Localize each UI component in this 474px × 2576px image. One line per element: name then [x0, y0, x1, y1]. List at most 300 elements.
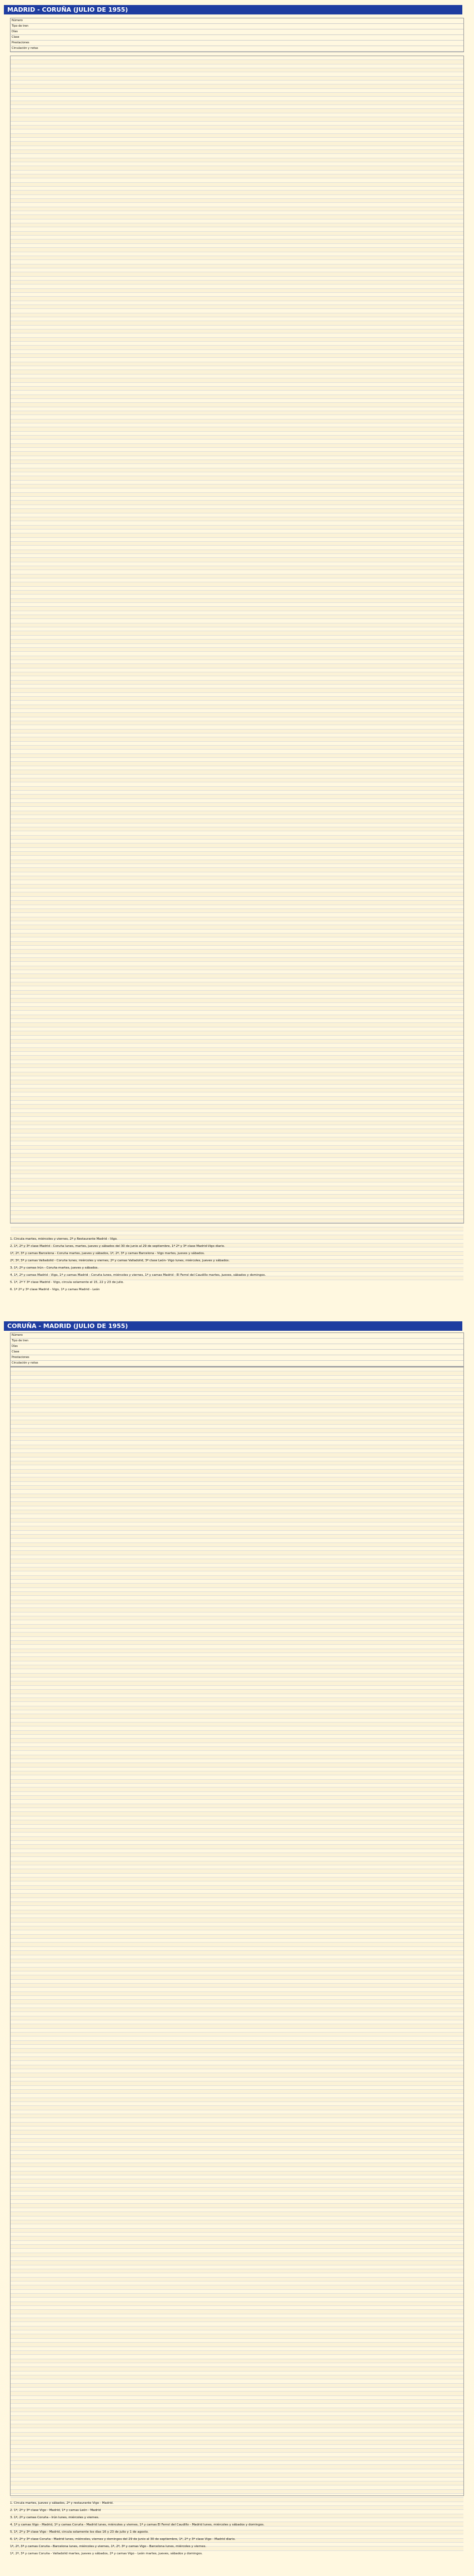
- table-row: [11, 1576, 463, 1580]
- table-row: [11, 1134, 463, 1137]
- table-row: [11, 338, 463, 342]
- table-row: [11, 791, 463, 795]
- table-row: [11, 1698, 463, 1702]
- table-row: [11, 97, 463, 101]
- table-row: [11, 284, 463, 288]
- table-row: [11, 652, 463, 656]
- table-row: [11, 611, 463, 615]
- table-row: [11, 158, 463, 162]
- table-row: [11, 2036, 463, 2040]
- table-row: [11, 2191, 463, 2195]
- table-row: [11, 195, 463, 199]
- table-row: [11, 2343, 463, 2347]
- table-row: [11, 2490, 463, 2494]
- table-row: [11, 775, 463, 778]
- table-row: [11, 1694, 463, 1698]
- table-row: [11, 664, 463, 668]
- table-row: [11, 1367, 463, 1371]
- table-row: [11, 909, 463, 913]
- table-row: [11, 1902, 463, 1906]
- table-row: [11, 1625, 463, 1629]
- table-row: [11, 2310, 463, 2314]
- table-row: [11, 713, 463, 717]
- table-row: [11, 239, 463, 243]
- table-row: [11, 1878, 463, 1881]
- table-row: [11, 1600, 463, 1604]
- table-row: [11, 501, 463, 505]
- table-row: [11, 1886, 463, 1890]
- table-row: [11, 1910, 463, 1914]
- table-row: [11, 827, 463, 831]
- header-row-circulacion: Circulación y notas: [11, 1361, 463, 1366]
- table-row: [11, 521, 463, 525]
- table-row: [11, 974, 463, 978]
- table-row: [11, 378, 463, 382]
- table-row: [11, 2478, 463, 2482]
- table-row: [11, 2179, 463, 2183]
- table-row: [11, 2449, 463, 2453]
- table-row: [11, 1535, 463, 1539]
- table-row: [11, 2114, 463, 2118]
- table-row: [11, 2151, 463, 2155]
- table-row: [11, 2065, 463, 2069]
- table-row: [11, 538, 463, 542]
- table-row: [11, 1796, 463, 1800]
- table-row: [11, 464, 463, 468]
- table-row: [11, 717, 463, 721]
- table-row: [11, 668, 463, 672]
- table-row: [11, 864, 463, 868]
- table-row: [11, 2278, 463, 2282]
- table-row: [11, 2163, 463, 2167]
- table-row: [11, 289, 463, 293]
- table-row: [11, 1702, 463, 1706]
- table-row: [11, 1101, 463, 1105]
- table-row: [11, 533, 463, 537]
- table-row: [11, 1792, 463, 1796]
- table-row: [11, 2175, 463, 2179]
- table-row: [11, 72, 463, 76]
- table-row: [11, 688, 463, 692]
- table-row: [11, 562, 463, 566]
- table-row: [11, 1490, 463, 1494]
- table-row: [11, 2330, 463, 2334]
- table-row: [11, 293, 463, 297]
- table-row: [11, 1044, 463, 1047]
- table-row: [11, 1461, 463, 1465]
- table-row: [11, 1771, 463, 1775]
- table-row: [11, 476, 463, 480]
- table-row: [11, 358, 463, 362]
- table-row: [11, 440, 463, 443]
- table-row: [11, 2126, 463, 2130]
- table-row: [11, 1935, 463, 1939]
- table-row: [11, 880, 463, 884]
- table-row: [11, 227, 463, 231]
- table-row: [11, 2351, 463, 2355]
- table-row: [11, 493, 463, 497]
- table-row: [11, 754, 463, 758]
- header-row-numero: Número: [11, 1333, 463, 1339]
- section2-title: CORUÑA - MADRID (JULIO DE 1955): [4, 1321, 462, 1331]
- table-row: [11, 1040, 463, 1044]
- table-row: [11, 872, 463, 876]
- table-row: [11, 346, 463, 350]
- table-row: [11, 852, 463, 856]
- table-row: [11, 737, 463, 741]
- table-row: [11, 1857, 463, 1861]
- table-row: [11, 1596, 463, 1600]
- table-row: [11, 1947, 463, 1951]
- table-row: [11, 1502, 463, 1506]
- table-row: [11, 321, 463, 325]
- table-row: [11, 1105, 463, 1109]
- table-row: [11, 1486, 463, 1490]
- table-row: [11, 326, 463, 330]
- table-row: [11, 868, 463, 872]
- table-row: [11, 1559, 463, 1563]
- table-row: [11, 1113, 463, 1117]
- table-row: [11, 1207, 463, 1211]
- table-row: [11, 1211, 463, 1215]
- table-row: [11, 1616, 463, 1620]
- table-row: [11, 799, 463, 803]
- table-row: [11, 2363, 463, 2367]
- table-row: [11, 1425, 463, 1429]
- table-row: [11, 333, 463, 337]
- table-row: [11, 2167, 463, 2171]
- note: 3. 1ª, 2ª y camas Irún - Coruña martes, jueves y sábados.: [10, 1266, 99, 1270]
- table-row: [11, 191, 463, 194]
- table-row: [11, 1943, 463, 1946]
- note: 1ª, 2ª, 3ª y camas Barcelona - Coruña martes, jueves y sábados, 1ª, 2ª, 3ª y camas Barcelona - Vigo martes, jueves y sábados.: [10, 1252, 205, 1255]
- table-row: [11, 1085, 463, 1089]
- table-row: [11, 1526, 463, 1530]
- table-row: [11, 656, 463, 660]
- table-row: [11, 615, 463, 619]
- table-row: [11, 2306, 463, 2310]
- table-row: [11, 848, 463, 852]
- table-row: [11, 2020, 463, 2024]
- note: 5. 1ª, 2ª y 3ª clase Vigo - Madrid, circula solamente los días 16 y 23 de julio y 1 de agosto.: [10, 2530, 149, 2534]
- table-row: [11, 1150, 463, 1154]
- table-row: [11, 582, 463, 586]
- table-row: [11, 1706, 463, 1710]
- table-row: [11, 146, 463, 150]
- table-row: [11, 1429, 463, 1432]
- table-row: [11, 587, 463, 591]
- note: 2ª, 3ª, 3ª y camas Valladolid - Coruña lunes, miércoles y viernes, 2ª y camas Valladolid, 3ª clase León- Vigo lunes, miércoles, jueves y sábados.: [10, 1259, 230, 1262]
- table-row: [11, 2212, 463, 2216]
- table-row: [11, 297, 463, 301]
- table-row: [11, 407, 463, 411]
- table-row: [11, 2016, 463, 2020]
- table-row: [11, 782, 463, 786]
- table-row: [11, 1498, 463, 1502]
- table-row: [11, 648, 463, 652]
- table-row: [11, 1457, 463, 1461]
- table-row: [11, 166, 463, 170]
- table-row: [11, 2265, 463, 2269]
- table-row: [11, 1109, 463, 1113]
- table-row: [11, 330, 463, 333]
- table-row: [11, 472, 463, 476]
- table-row: [11, 2473, 463, 2477]
- table-row: [11, 1219, 463, 1223]
- table-row: [11, 2135, 463, 2139]
- table-row: [11, 979, 463, 982]
- table-row: [11, 942, 463, 946]
- note: 6. 1ª, 2ª y 3ª clase Coruña - Madrid lunes, miércoles, viernes y domingos del 29 de junio al 30 de septiembre, 1ª, 2ª y 3ª clase Vigo - Madrid diario.: [10, 2538, 236, 2541]
- table-row: [11, 1027, 463, 1031]
- table-row: [11, 2420, 463, 2424]
- table-row: [11, 1449, 463, 1453]
- table-row: [11, 554, 463, 558]
- table-row: [11, 1812, 463, 1816]
- table-row: [11, 1015, 463, 1019]
- table-row: [11, 468, 463, 472]
- table-row: [11, 2379, 463, 2383]
- table-row: [11, 452, 463, 456]
- table-row: [11, 1547, 463, 1551]
- table-row: [11, 77, 463, 81]
- table-row: [11, 1199, 463, 1202]
- table-row: [11, 1759, 463, 1763]
- table-row: [11, 530, 463, 533]
- table-row: [11, 2024, 463, 2028]
- table-row: [11, 2159, 463, 2163]
- table-row: [11, 354, 463, 358]
- table-row: [11, 1166, 463, 1170]
- table-row: [11, 448, 463, 452]
- table-row: [11, 2294, 463, 2298]
- table-row: [11, 1669, 463, 1673]
- table-row: [11, 2143, 463, 2146]
- table-row: [11, 1841, 463, 1845]
- table-row: [11, 1404, 463, 1408]
- table-row: [11, 1788, 463, 1791]
- table-row: [11, 1522, 463, 1526]
- table-row: [11, 2184, 463, 2188]
- table-row: [11, 2424, 463, 2428]
- table-row: [11, 436, 463, 440]
- table-row: [11, 2241, 463, 2245]
- table-row: [11, 1519, 463, 1522]
- table-row: [11, 1408, 463, 1412]
- table-row: [11, 1400, 463, 1404]
- table-row: [11, 815, 463, 819]
- table-row: [11, 1975, 463, 1979]
- table-row: [11, 1571, 463, 1575]
- table-row: [11, 2384, 463, 2388]
- table-row: [11, 2200, 463, 2204]
- table-row: [11, 1747, 463, 1751]
- table-row: [11, 843, 463, 847]
- table-row: [11, 1227, 463, 1231]
- table-row: [11, 2372, 463, 2375]
- table-row: [11, 2123, 463, 2126]
- table-row: [11, 986, 463, 990]
- table-row: [11, 256, 463, 260]
- note: 1. Circula martes, miércoles y viernes, 2ª y Restaurante Madrid - Vigo.: [10, 1237, 118, 1241]
- table-row: [11, 174, 463, 178]
- table-row: [11, 1865, 463, 1869]
- table-row: [11, 497, 463, 501]
- table-row: [11, 342, 463, 346]
- table-row: [11, 876, 463, 880]
- table-row: [11, 697, 463, 701]
- table-row: [11, 1906, 463, 1910]
- table-row: [11, 1649, 463, 1653]
- table-row: [11, 68, 463, 72]
- table-row: [11, 1768, 463, 1771]
- table-row: [11, 1388, 463, 1392]
- table-row: [11, 2339, 463, 2343]
- table-row: [11, 1494, 463, 1498]
- table-row: [11, 1853, 463, 1857]
- table-row: [11, 122, 463, 126]
- table-row: [11, 1564, 463, 1567]
- table-row: [11, 930, 463, 933]
- table-row: [11, 1775, 463, 1779]
- table-row: [11, 2000, 463, 2004]
- table-row: [11, 1881, 463, 1885]
- table-row: [11, 925, 463, 929]
- table-row: [11, 1613, 463, 1616]
- table-row: [11, 117, 463, 121]
- table-row: [11, 685, 463, 688]
- header-row-tipo: Tipo de tren: [11, 1339, 463, 1344]
- table-row: [11, 1816, 463, 1820]
- table-row: [11, 2453, 463, 2457]
- table-row: [11, 526, 463, 530]
- table-row: [11, 1223, 463, 1227]
- table-row: [11, 1567, 463, 1571]
- table-row: [11, 1396, 463, 1400]
- table-row: [11, 81, 463, 84]
- table-row: [11, 2229, 463, 2233]
- table-row: [11, 681, 463, 685]
- table-row: [11, 232, 463, 236]
- table-row: [11, 2098, 463, 2102]
- table-row: [11, 317, 463, 321]
- table-row: [11, 823, 463, 827]
- table-row: [11, 268, 463, 272]
- table-row: [11, 403, 463, 407]
- table-row: [11, 2367, 463, 2371]
- table-row: [11, 432, 463, 436]
- table-row: [11, 1755, 463, 1759]
- section1-notes: [10, 1236, 463, 1294]
- table-row: [11, 2033, 463, 2036]
- table-row: [11, 1445, 463, 1449]
- table-row: [11, 1470, 463, 1474]
- table-row: [11, 1714, 463, 1718]
- table-row: [11, 2285, 463, 2289]
- table-row: [11, 1092, 463, 1096]
- table-row: [11, 252, 463, 256]
- table-row: [11, 1191, 463, 1195]
- table-row: [11, 219, 463, 223]
- table-row: [11, 2249, 463, 2253]
- table-row: [11, 2102, 463, 2106]
- table-row: [11, 2106, 463, 2110]
- table-row: [11, 460, 463, 464]
- table-row: [11, 1031, 463, 1035]
- table-row: [11, 607, 463, 611]
- table-row: [11, 1829, 463, 1833]
- table-row: [11, 2069, 463, 2073]
- table-row: [11, 2327, 463, 2330]
- table-row: [11, 2428, 463, 2432]
- table-row: [11, 509, 463, 513]
- table-row: [11, 2081, 463, 2085]
- table-row: [11, 933, 463, 937]
- table-row: [11, 113, 463, 117]
- table-row: [11, 1019, 463, 1023]
- table-row: [11, 1072, 463, 1076]
- table-row: [11, 1825, 463, 1829]
- table-row: [11, 134, 463, 138]
- table-row: [11, 566, 463, 570]
- table-row: [11, 885, 463, 888]
- table-row: [11, 2216, 463, 2220]
- table-row: [11, 154, 463, 158]
- table-row: [11, 1923, 463, 1926]
- table-row: [11, 1939, 463, 1943]
- table-row: [11, 672, 463, 676]
- table-row: [11, 138, 463, 142]
- table-row: [11, 411, 463, 415]
- table-row: [11, 2375, 463, 2379]
- table-row: [11, 370, 463, 374]
- table-row: [11, 758, 463, 762]
- table-row: [11, 2314, 463, 2318]
- table-row: [11, 840, 463, 843]
- header-row-clase: Clase: [11, 35, 463, 41]
- table-row: [11, 387, 463, 391]
- table-row: [11, 2302, 463, 2306]
- table-row: [11, 1984, 463, 1988]
- section2-timetable: [10, 1367, 464, 2496]
- table-row: [11, 770, 463, 774]
- table-row: [11, 2208, 463, 2212]
- table-row: [11, 2045, 463, 2049]
- table-row: [11, 2204, 463, 2208]
- table-row: [11, 2049, 463, 2053]
- note: 5. 1ª, 2ª Y 3ª clase Madrid - Vigo, circula solamente el 15, 22 y 23 de julio.: [10, 1281, 124, 1284]
- table-row: [11, 517, 463, 521]
- table-row: [11, 1710, 463, 1714]
- table-row: [11, 1657, 463, 1661]
- table-row: [11, 1996, 463, 2000]
- header-row-clase: Clase: [11, 1350, 463, 1355]
- table-row: [11, 1465, 463, 1469]
- table-row: [11, 1514, 463, 1518]
- table-row: [11, 313, 463, 317]
- table-row: [11, 171, 463, 174]
- table-row: [11, 1048, 463, 1052]
- table-row: [11, 1898, 463, 1902]
- table-row: [11, 1089, 463, 1092]
- table-row: [11, 2440, 463, 2444]
- table-row: [11, 1011, 463, 1015]
- table-row: [11, 260, 463, 264]
- table-row: [11, 513, 463, 517]
- table-row: [11, 1861, 463, 1865]
- table-row: [11, 1007, 463, 1011]
- table-row: [11, 1154, 463, 1157]
